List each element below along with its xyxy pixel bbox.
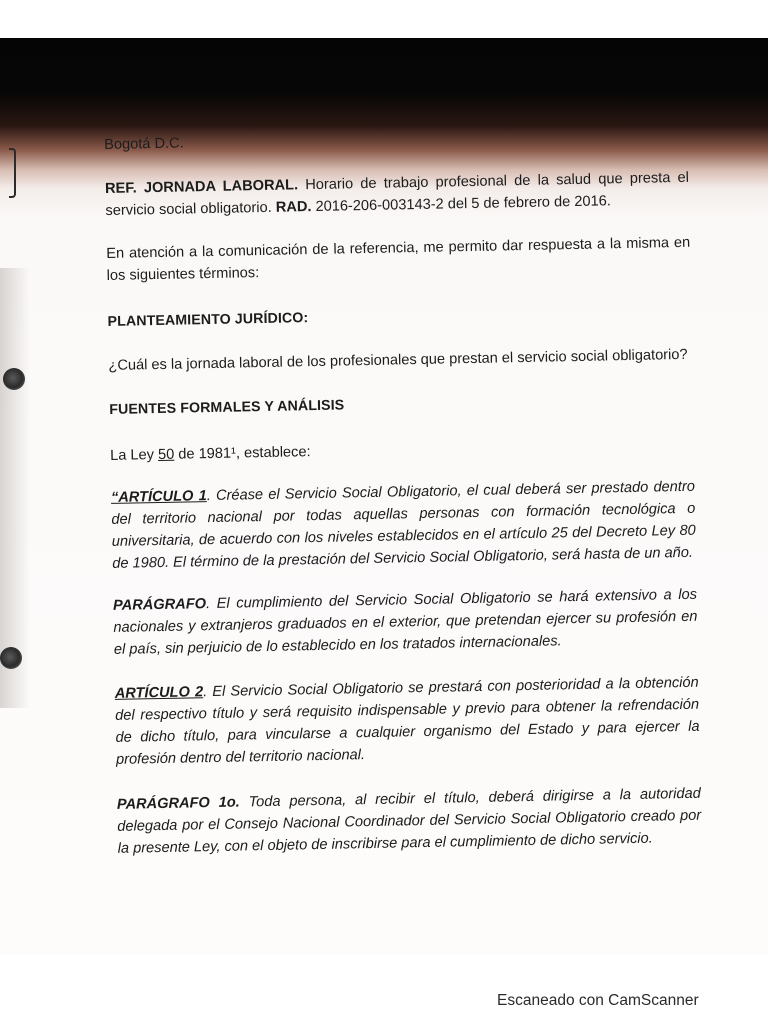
ley-intro — [110, 434, 694, 467]
ref-text: Horario de trabajo profesional de la salud que presta el servicio social obligatorio. — [105, 169, 690, 219]
paragraph-1o — [117, 783, 702, 860]
ley-number: 50 — [157, 446, 175, 464]
paragraph-1o-label: PARÁGRAFO 1o. — [116, 794, 240, 813]
paragraph-1-label: PARÁGRAFO — [112, 596, 207, 614]
punch-hole-bottom — [0, 647, 22, 669]
article-2-label: ARTÍCULO 2 — [114, 684, 204, 702]
bottom-margin — [0, 955, 768, 1024]
article-1-dot: . — [206, 488, 211, 505]
paragraph-1o-text: Toda persona, al recibir el título, deberá dirigirse a la autoridad delegada por el Consejo Nacional Coordinador del Servicio Social Obligatorio creado por la presente Ley, con el objeto de inscribirse para el cumplimiento de dicho servicio. — [117, 785, 702, 857]
city-text: Bogotá D.C. — [104, 135, 184, 153]
paragraph-1-text: . El cumplimiento del Servicio Social Obligatorio se hará extensivo a los nacionales y extranjeros graduados en el exterior, que pretendan ejercer su profesión en el país, sin perjuicio de lo establecido en los tratados internacionales. — [113, 586, 698, 658]
article-1-text: Créase el Servicio Social Obligatorio, el cual deberá ser prestado dentro del territorio nacional por todas aquellas personas con formación tecnológica o universitaria, de acuerdo con los niveles establecidos en el artículo 25 del Decreto Ley 80 de 1980. El término de la prestación del Servicio Social Obligatorio, será hasta de un año. — [111, 478, 696, 572]
article-2-dot: . — [202, 684, 208, 701]
article-2 — [115, 672, 701, 771]
intro-paragraph: En atención a la comunicación de la referencia, me permito dar respuesta a la misma en los siguientes términos: — [106, 234, 691, 284]
camscanner-watermark: Escaneado con CamScanner — [497, 992, 699, 1009]
question-paragraph: ¿Cuál es la jornada laboral de los profesionales que prestan el servicio social obligatorio? — [108, 346, 688, 374]
rad-label: RAD. — [275, 199, 312, 216]
punch-hole-top — [3, 368, 25, 390]
ley-prefix: La Ley — [110, 447, 159, 464]
paragraph-1 — [113, 584, 698, 661]
binder-clip — [9, 148, 16, 198]
heading-planteamiento: PLANTEAMIENTO JURÍDICO: — [107, 310, 309, 330]
ref-label: REF. JORNADA LABORAL. — [104, 177, 299, 197]
page-fold-shadow — [0, 268, 30, 708]
article-1 — [111, 476, 697, 575]
reference-paragraph — [105, 167, 690, 222]
rad-text: 2016-206-003143-2 del 5 de febrero de 2016. — [311, 193, 611, 216]
article-2-text: El Servicio Social Obligatorio se prestará con posterioridad a la obtención del respectivo título y será requisito indispensable y previo para obtener la refrendación de dicho título, para vincularse a cualquier organismo del Estado y para ejercer la profesión dentro del territorio nacional. — [115, 674, 700, 768]
heading-fuentes: FUENTES FORMALES Y ANÁLISIS — [109, 397, 345, 418]
ley-suffix: de 1981¹, establece: — [174, 444, 311, 463]
letter-body — [104, 123, 702, 860]
city-line — [104, 123, 688, 156]
scanned-page — [0, 38, 768, 955]
article-1-label: “ARTÍCULO 1 — [110, 488, 207, 506]
top-margin — [0, 0, 768, 38]
